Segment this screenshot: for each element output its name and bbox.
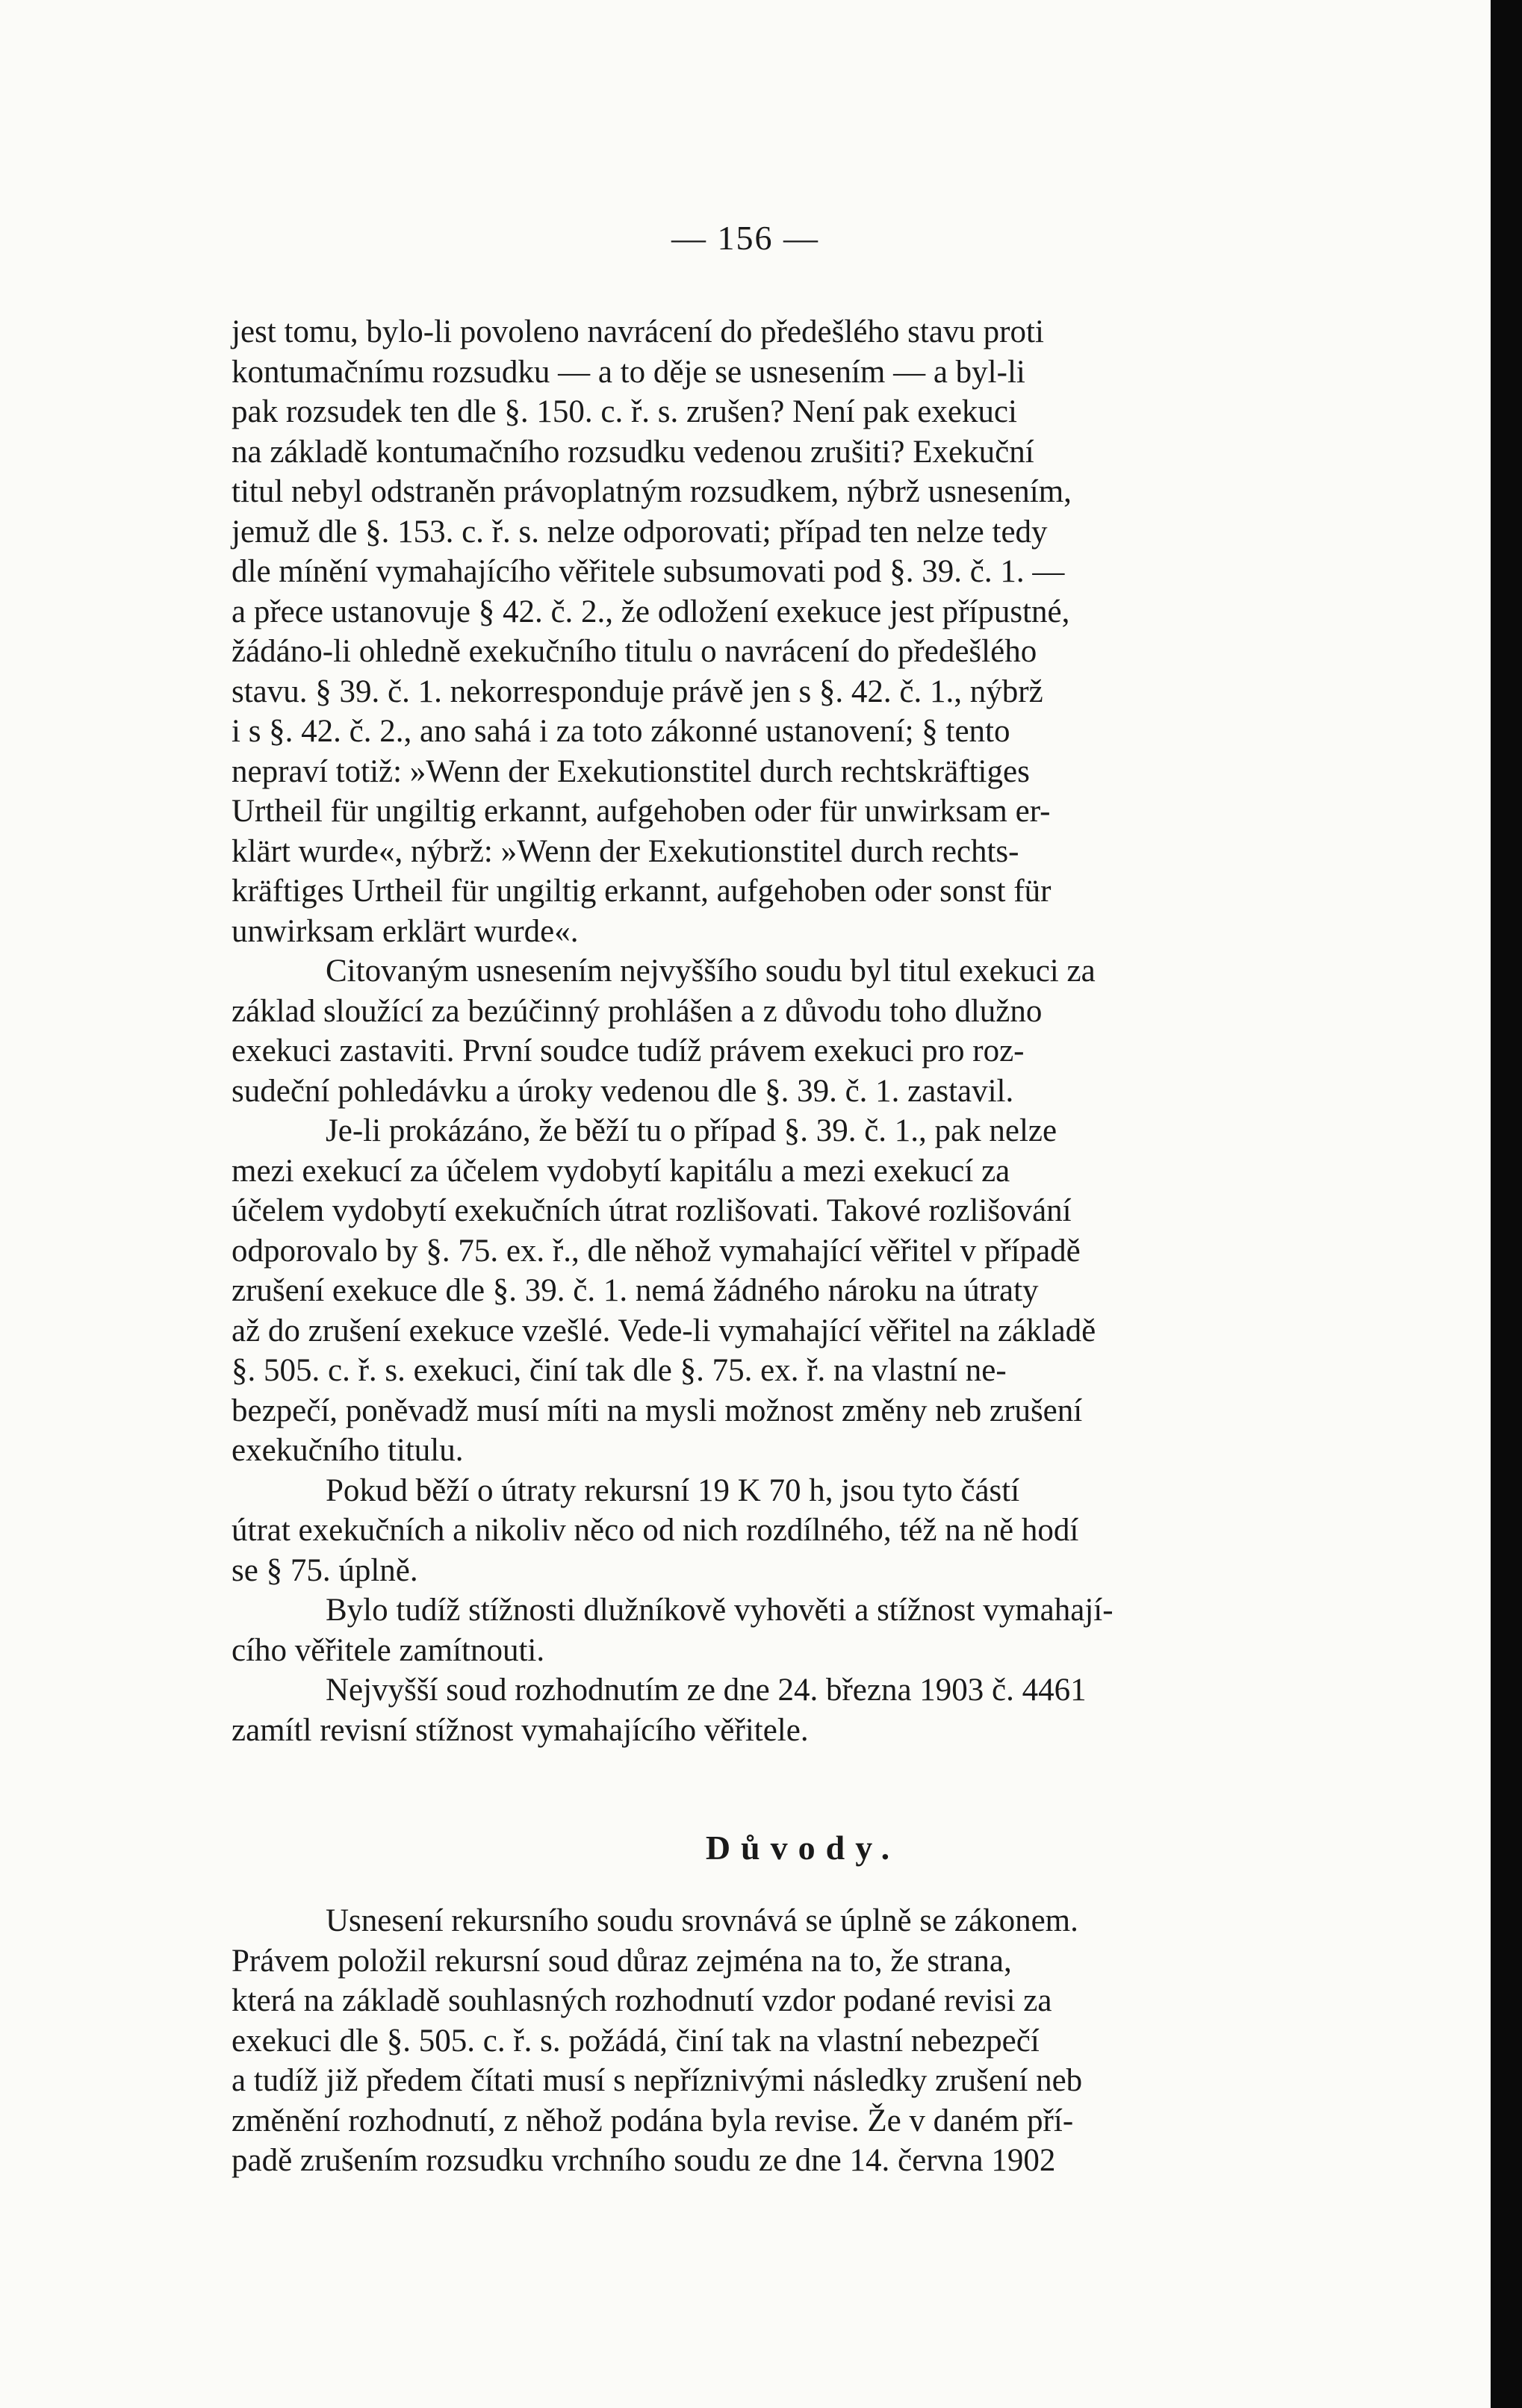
text-line: a přece ustanovuje § 42. č. 2., že odložení exekuce jest přípustné, [232,594,1070,629]
text-line: Bylo tudíž stížnosti dlužníkově vyhověti a stížnost vymahají- [326,1593,1113,1628]
text-line: i s §. 42. č. 2., ano sahá i za toto zákonné ustanovení; § tento [232,714,1010,749]
text-line: základ sloužící za bezúčinný prohlášen a z důvodu toho dlužno [232,993,1043,1029]
text-line: exekuci dle §. 505. c. ř. s. požádá, činí tak na vlastní nebezpečí [232,2023,1040,2059]
text-line: a tudíž již předem čítati musí s nepříznivými následky zrušení neb [232,2063,1083,2098]
text-line: klärt wurde«, nýbrž: »Wenn der Exekutionstitel durch rechts- [232,833,1019,869]
text-line: zamítl revisní stížnost vymahajícího věřitele. [232,1712,809,1748]
text-line: bezpečí, poněvadž musí míti na mysli možnost změny neb zrušení [232,1393,1083,1428]
text-line: jest tomu, bylo-li povoleno navrácení do předešlého stavu proti [232,314,1044,349]
text-line: Nejvyšší soud rozhodnutím ze dne 24. března 1903 č. 4461 [326,1673,1087,1708]
text-line: se § 75. úplně. [232,1552,418,1588]
text-line: pak rozsudek ten dle §. 150. c. ř. s. zrušen? Není pak exekuci [232,394,1017,429]
text-line: Je-li prokázáno, že běží tu o případ §. 39. č. 1., pak nelze [326,1113,1057,1148]
text-line: změnění rozhodnutí, z něhož podána byla revise. Že v daném pří- [232,2103,1074,2138]
page-number: — 156 — [671,219,819,257]
text-line: §. 505. c. ř. s. exekuci, činí tak dle §. 75. ex. ř. na vlastní ne- [232,1353,1007,1388]
text-line: unwirksam erklärt wurde«. [232,913,579,949]
section-gap [232,1750,1374,1814]
text-line: titul nebyl odstraněn právoplatným rozsudkem, nýbrž usnesením, [232,474,1072,509]
text-line: dle mínění vymahajícího věřitele subsumovati pod §. 39. č. 1. — [232,554,1065,589]
text-line: stavu. § 39. č. 1. nekorresponduje právě jen s §. 42. č. 1., nýbrž [232,673,1043,709]
text-line: Právem položil rekursní soud důraz zejména na to, že strana, [232,1943,1012,1979]
text-line: jemuž dle §. 153. c. ř. s. nelze odporovati; případ ten nelze tedy [232,514,1048,550]
text-line: Pokud běží o útraty rekursní 19 K 70 h, jsou tyto částí [326,1472,1020,1508]
scan-border [1491,0,1522,2408]
text-line: účelem vydobytí exekučních útrat rozlišovati. Takové rozlišování [232,1193,1072,1228]
text-line: kontumačnímu rozsudku — a to děje se usnesením — a byl-li [232,354,1025,390]
text-line: Usnesení rekursního soudu srovnává se úplně se zákonem. [326,1903,1078,1938]
text-line: na základě kontumačního rozsudku vedenou zrušiti? Exekuční [232,434,1034,470]
paragraph-block-1 [232,312,1374,1750]
text-line: mezi exekucí za účelem vydobytí kapitálu a mezi exekucí za [232,1153,1010,1189]
text-line: nepraví totiž: »Wenn der Exekutionstitel durch rechtskräftiges [232,753,1030,789]
text-line: exekučního titulu. [232,1433,464,1468]
text-line: sudeční pohledávku a úroky vedenou dle §. 39. č. 1. zastavil. [232,1073,1014,1109]
text-line: až do zrušení exekuce vzešlé. Vede-li vymahající věřitel na základě [232,1313,1096,1348]
text-line: cího věřitele zamítnouti. [232,1632,545,1668]
text-line: která na základě souhlasných rozhodnutí vzdor podané revisi za [232,1983,1052,2018]
text-line: kräftiges Urtheil für ungiltig erkannt, aufgehoben oder sonst für [232,874,1052,909]
paragraph-block-2 [232,1901,1374,2181]
text-line: padě zrušením rozsudku vrchního soudu ze dne 14. června 1902 [232,2143,1056,2178]
section-gap [232,1882,1374,1901]
text-line: Urtheil für ungiltig erkannt, aufgehoben oder für unwirksam er- [232,794,1051,829]
text-line: útrat exekučních a nikoliv něco od nich rozdílného, též na ně hodí [232,1513,1079,1548]
section-heading: Důvody. [705,1829,901,1867]
text-line: exekuci zastaviti. První soudce tudíž právem exekuci pro roz- [232,1033,1025,1068]
text-line: žádáno-li ohledně exekučního titulu o navrácení do předešlého [232,634,1037,669]
text-line: zrušení exekuce dle §. 39. č. 1. nemá žádného nároku na útraty [232,1273,1039,1308]
text-line: Citovaným usnesením nejvyššího soudu byl titul exekuci za [326,953,1096,989]
text-line: odporovalo by §. 75. ex. ř., dle něhož vymahající věřitel v případě [232,1233,1081,1269]
page-body [232,312,1374,2181]
